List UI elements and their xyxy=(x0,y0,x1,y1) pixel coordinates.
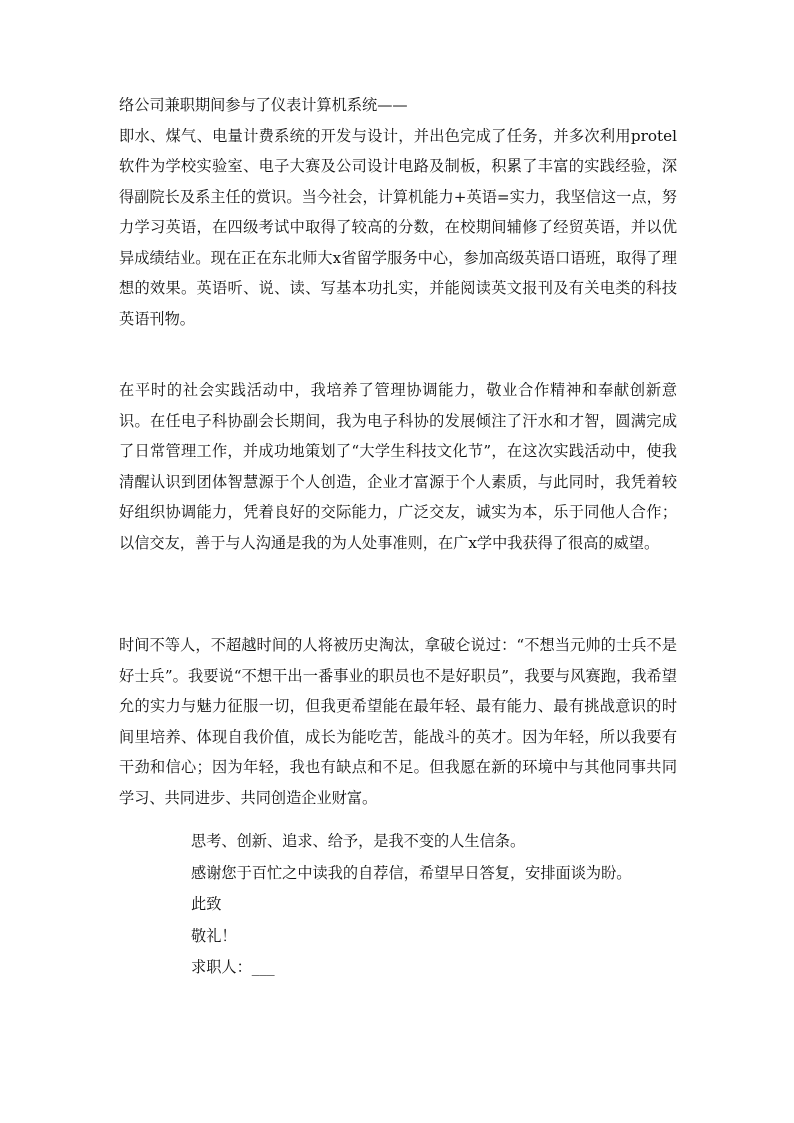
closing-motto: 思考、创新、追求、给予，是我不变的人生信条。 xyxy=(191,832,526,850)
closing-section xyxy=(191,826,671,984)
closing-thanks: 感谢您于百忙之中读我的自荐信，希望早日答复，安排面谈为盼。 xyxy=(191,863,632,882)
closing-salutation-1: 此致 xyxy=(191,895,222,913)
paragraph-social-practice: 在平时的社会实践活动中，我培养了管理协调能力，敬业合作精神和奉献创新意识。在任电子科协副会长期间，我为电子科协的发展倾注了汗水和才智，圆满完成了日常管理工作，并成功地策划了“大学生科技文化节”，在这次实践活动中，使我清醒认识到团体智慧源于个人创造，企业才富源于个人素质，与此同时，我凭着较好组织协调能力，凭着良好的交际能力，广泛交友，诚实为本，乐于同他人合作；以信交友，善于与人沟通是我的为人处事准则，在广x学中我获得了很高的威望。 xyxy=(119,381,677,552)
paragraph-experience xyxy=(119,90,677,334)
closing-salutation-2: 敬礼！ xyxy=(191,926,237,945)
paragraph-experience-first-line: 络公司兼职期间参与了仪表计算机系统—— xyxy=(119,96,408,114)
paragraph-experience-body: 即水、煤气、电量计费系统的开发与设计，并出色完成了任务，并多次利用protel软件为学校实验室、电子大赛及公司设计电路及制板，积累了丰富的实践经验，深得副院长及系主任的赏识。当今社会，计算机能力+英语=实力，我坚信这一点，努力学习英语，在四级考试中取得了较高的分数，在校期间辅修了经贸英语，并以优异成绩结业。现在正在东北师大x省留学服务中心，参加高级英语口语班，取得了理想的效果。英语听、说、读、写基本功扎实，并能阅读英文报刊及有关电类的科技英语刊物。 xyxy=(119,126,677,328)
paragraph-ambition: 时间不等人，不超越时间的人将被历史淘汰，拿破仑说过：“不想当元帅的士兵不是好士兵”。我要说“不想干出一番事业的职员也不是好职员”，我要与风赛跑，我希望允的实力与魅力征服一切，但我更希望能在最年轻、最有能力、最有挑战意识的时间里培养、体现自我价值，成长为能吃苦，能战斗的英才。因为年轻，所以我要有干劲和信心；因为年轻，我也有缺点和不足。但我愿在新的环境中与其他同事共同学习、共同进步、共同创造企业财富。 xyxy=(119,636,677,807)
closing-signature: 求职人：___ xyxy=(191,958,275,976)
